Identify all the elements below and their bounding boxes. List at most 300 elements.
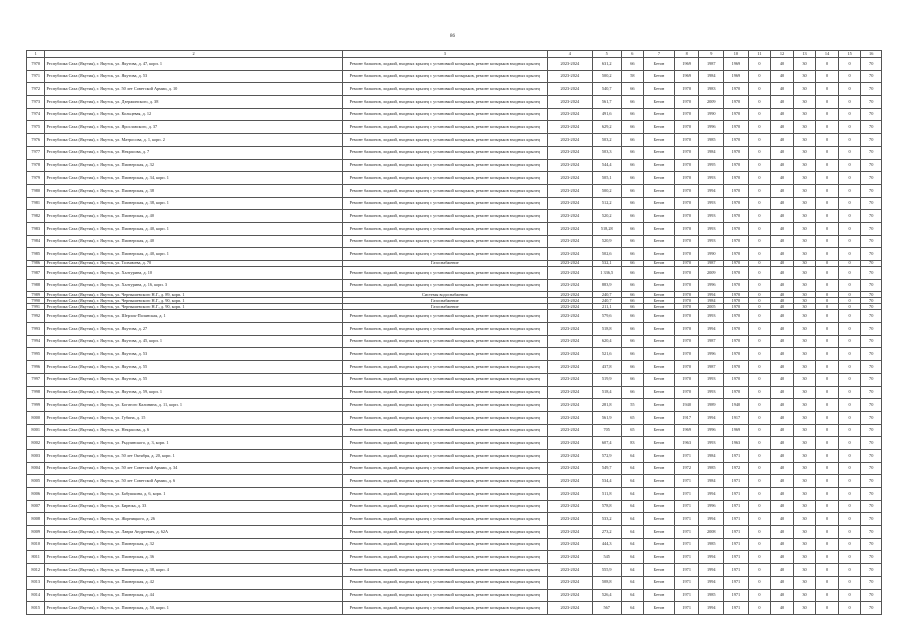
cell-column-12: 40	[771, 437, 794, 450]
cell-column-11: 0	[748, 449, 771, 462]
cell-period: 2023-2024	[547, 424, 592, 437]
cell-column-13: 30	[793, 121, 816, 134]
cell-area: 511,8	[592, 488, 621, 501]
cell-address: Республика Саха (Якутия), г. Якутск, ул. Якутова, д. 27	[45, 323, 342, 336]
cell-year-repair: 2009	[699, 267, 724, 280]
column-header-12: 12	[771, 51, 794, 58]
cell-column-15: 0	[838, 304, 861, 310]
cell-wall-material: Бетон	[644, 267, 675, 280]
cell-year-built: 1971	[674, 576, 699, 589]
cell-area: 578,8	[592, 500, 621, 513]
cell-wall-material: Бетон	[644, 235, 675, 248]
cell-year-built: 1970	[674, 159, 699, 172]
cell-year-repair: 1985	[699, 462, 724, 475]
cell-area: 620,4	[592, 335, 621, 348]
cell-column-16: 70	[861, 602, 882, 615]
cell-column-12: 40	[771, 373, 794, 386]
cell-year-commission: 1970	[724, 310, 749, 323]
table-row	[27, 121, 882, 134]
cell-period: 2023-2024	[547, 292, 592, 298]
cell-column-11: 0	[748, 96, 771, 109]
cell-year-built: 1971	[674, 564, 699, 577]
column-header-11: 11	[748, 51, 771, 58]
cell-period: 2023-2024	[547, 197, 592, 210]
cell-column-14: 0	[816, 83, 839, 96]
cell-wall-material: Бетон	[644, 146, 675, 159]
cell-year-built: 1970	[674, 298, 699, 304]
cell-year-repair: 1994	[699, 576, 724, 589]
cell-period: 2023-2024	[547, 411, 592, 424]
cell-wall-material: Бетон	[644, 437, 675, 450]
table-row	[27, 248, 882, 261]
cell-address: Республика Саха (Якутия), г. Якутск, ул. Жорницкого, д. 26	[45, 513, 342, 526]
cell-column-6: 66	[621, 184, 644, 197]
cell-row-number: 7988	[27, 279, 45, 292]
cell-area: 519,9	[592, 373, 621, 386]
cell-column-16: 70	[861, 399, 882, 412]
cell-column-15: 0	[838, 462, 861, 475]
cell-column-14: 0	[816, 361, 839, 374]
cell-column-11: 0	[748, 551, 771, 564]
column-header-3: 3	[342, 51, 547, 58]
cell-column-16: 70	[861, 83, 882, 96]
cell-year-repair: 1993	[699, 373, 724, 386]
cell-area: 281,8	[592, 399, 621, 412]
cell-column-16: 70	[861, 386, 882, 399]
cell-wall-material: Бетон	[644, 538, 675, 551]
cell-row-number: 8013	[27, 576, 45, 589]
cell-column-11: 0	[748, 323, 771, 336]
cell-column-6: 66	[621, 267, 644, 280]
cell-wall-material: Бетон	[644, 386, 675, 399]
cell-column-15: 0	[838, 172, 861, 185]
cell-column-16: 70	[861, 475, 882, 488]
cell-column-16: 70	[861, 500, 882, 513]
cell-area: 520,2	[592, 210, 621, 223]
cell-work-type: Ремонт балконов, лоджий, входных крылец с установкой козырьков, ремонт козырьков входных крылец	[342, 197, 547, 210]
cell-column-14: 0	[816, 386, 839, 399]
cell-column-12: 40	[771, 310, 794, 323]
cell-wall-material: Бетон	[644, 248, 675, 261]
cell-column-11: 0	[748, 602, 771, 615]
cell-column-6: 64	[621, 513, 644, 526]
cell-column-11: 0	[748, 488, 771, 501]
cell-wall-material: Бетон	[644, 513, 675, 526]
table-row	[27, 551, 882, 564]
cell-year-built: 1969	[674, 58, 699, 71]
cell-row-number: 7994	[27, 335, 45, 348]
column-header-14: 14	[816, 51, 839, 58]
cell-column-11: 0	[748, 310, 771, 323]
cell-column-15: 0	[838, 70, 861, 83]
cell-column-14: 0	[816, 298, 839, 304]
table-row	[27, 172, 882, 185]
cell-column-16: 70	[861, 564, 882, 577]
cell-column-13: 30	[793, 373, 816, 386]
cell-row-number: 7993	[27, 323, 45, 336]
table-row	[27, 235, 882, 248]
cell-period: 2023-2024	[547, 298, 592, 304]
cell-column-13: 30	[793, 267, 816, 280]
cell-column-12: 40	[771, 121, 794, 134]
cell-wall-material: Бетон	[644, 261, 675, 267]
cell-work-type: Ремонт балконов, лоджий, входных крылец с установкой козырьков, ремонт козырьков входных крылец	[342, 248, 547, 261]
cell-column-11: 0	[748, 589, 771, 602]
table-row	[27, 159, 882, 172]
cell-period: 2023-2024	[547, 134, 592, 147]
cell-column-6: 66	[621, 159, 644, 172]
cell-address: Республика Саха (Якутия), г. Якутск, ул. Пионерская, д. 42	[45, 576, 342, 589]
cell-year-repair: 1994	[699, 602, 724, 615]
cell-column-13: 30	[793, 424, 816, 437]
cell-column-6: 66	[621, 304, 644, 310]
cell-area: 444,3	[592, 538, 621, 551]
table-row	[27, 576, 882, 589]
cell-column-15: 0	[838, 210, 861, 223]
cell-column-16: 70	[861, 348, 882, 361]
cell-row-number: 8009	[27, 526, 45, 539]
table-row	[27, 323, 882, 336]
cell-column-16: 70	[861, 70, 882, 83]
cell-column-15: 0	[838, 83, 861, 96]
cell-column-16: 70	[861, 449, 882, 462]
cell-year-commission: 1963	[724, 437, 749, 450]
page-number: 86	[450, 34, 455, 39]
cell-year-built: 1970	[674, 235, 699, 248]
cell-row-number: 8001	[27, 424, 45, 437]
cell-column-15: 0	[838, 146, 861, 159]
cell-row-number: 7997	[27, 373, 45, 386]
cell-year-repair: 1993	[699, 235, 724, 248]
cell-work-type: Ремонт балконов, лоджий, входных крылец с установкой козырьков, ремонт козырьков входных крылец	[342, 449, 547, 462]
cell-column-14: 0	[816, 310, 839, 323]
cell-column-6: 64	[621, 602, 644, 615]
cell-area: 534,4	[592, 475, 621, 488]
cell-column-15: 0	[838, 564, 861, 577]
cell-column-13: 30	[793, 83, 816, 96]
column-header-10: 10	[724, 51, 749, 58]
cell-column-14: 0	[816, 513, 839, 526]
cell-year-commission: 1971	[724, 513, 749, 526]
column-header-1: 1	[27, 51, 45, 58]
cell-year-commission: 1970	[724, 292, 749, 298]
table-row	[27, 267, 882, 280]
table-row	[27, 70, 882, 83]
column-header-13: 13	[793, 51, 816, 58]
cell-column-11: 0	[748, 424, 771, 437]
cell-year-repair: 1983	[699, 83, 724, 96]
cell-year-commission: 1971	[724, 538, 749, 551]
cell-address: Республика Саха (Якутия), г. Якутск, ул. 50 лет Октября, д. 20, корп. 1	[45, 449, 342, 462]
column-header-9: 9	[699, 51, 724, 58]
cell-area: 705	[592, 424, 621, 437]
cell-column-16: 70	[861, 589, 882, 602]
cell-column-16: 70	[861, 134, 882, 147]
cell-wall-material: Бетон	[644, 292, 675, 298]
cell-column-16: 70	[861, 210, 882, 223]
cell-column-11: 0	[748, 235, 771, 248]
cell-column-11: 0	[748, 267, 771, 280]
cell-column-13: 30	[793, 411, 816, 424]
cell-column-15: 0	[838, 513, 861, 526]
cell-work-type: Ремонт балконов, лоджий, входных крылец с установкой козырьков, ремонт козырьков входных крылец	[342, 58, 547, 71]
cell-row-number: 7986	[27, 261, 45, 267]
table-row	[27, 335, 882, 348]
cell-period: 2023-2024	[547, 235, 592, 248]
cell-column-15: 0	[838, 488, 861, 501]
cell-work-type: Ремонт балконов, лоджий, входных крылец с установкой козырьков, ремонт козырьков входных крылец	[342, 222, 547, 235]
cell-year-repair: 1993	[699, 386, 724, 399]
cell-work-type: Ремонт балконов, лоджий, входных крылец с установкой козырьков, ремонт козырьков входных крылец	[342, 159, 547, 172]
cell-period: 2023-2024	[547, 538, 592, 551]
cell-column-15: 0	[838, 248, 861, 261]
cell-year-repair: 1984	[699, 146, 724, 159]
cell-column-13: 30	[793, 210, 816, 223]
cell-address: Республика Саха (Якутия), г. Якутск, ул. Пионерская, д. 34, корп. 1	[45, 172, 342, 185]
cell-column-13: 30	[793, 172, 816, 185]
cell-column-11: 0	[748, 70, 771, 83]
cell-wall-material: Бетон	[644, 589, 675, 602]
cell-work-type: Ремонт балконов, лоджий, входных крылец с установкой козырьков, ремонт козырьков входных крылец	[342, 348, 547, 361]
cell-column-12: 40	[771, 335, 794, 348]
cell-column-15: 0	[838, 134, 861, 147]
cell-work-type: Ремонт балконов, лоджий, входных крылец с установкой козырьков, ремонт козырьков входных крылец	[342, 172, 547, 185]
cell-column-13: 30	[793, 184, 816, 197]
cell-row-number: 8007	[27, 500, 45, 513]
cell-column-6: 66	[621, 292, 644, 298]
cell-address: Республика Саха (Якутия), г. Якутск, ул. Дзержинского, д. 38	[45, 96, 342, 109]
column-number-row	[27, 51, 882, 58]
cell-area: 572,9	[592, 449, 621, 462]
cell-row-number: 7990	[27, 298, 45, 304]
cell-wall-material: Бетон	[644, 70, 675, 83]
cell-area: 561,7	[592, 96, 621, 109]
cell-column-13: 30	[793, 261, 816, 267]
cell-column-15: 0	[838, 386, 861, 399]
cell-year-commission: 1970	[724, 172, 749, 185]
cell-year-commission: 1970	[724, 121, 749, 134]
cell-address: Республика Саха (Якутия), г. Якутск, ул. Пионерская, д. 38, корп. 1	[45, 197, 342, 210]
cell-period: 2023-2024	[547, 589, 592, 602]
cell-column-14: 0	[816, 475, 839, 488]
cell-column-6: 66	[621, 210, 644, 223]
cell-wall-material: Бетон	[644, 488, 675, 501]
cell-column-14: 0	[816, 292, 839, 298]
cell-column-13: 30	[793, 96, 816, 109]
cell-row-number: 7991	[27, 304, 45, 310]
cell-column-15: 0	[838, 576, 861, 589]
cell-period: 2023-2024	[547, 399, 592, 412]
cell-column-11: 0	[748, 298, 771, 304]
cell-column-11: 0	[748, 210, 771, 223]
cell-work-type: Ремонт балконов, лоджий, входных крылец с установкой козырьков, ремонт козырьков входных крылец	[342, 576, 547, 589]
cell-work-type: Ремонт балконов, лоджий, входных крылец с установкой козырьков, ремонт козырьков входных крылец	[342, 564, 547, 577]
cell-column-11: 0	[748, 437, 771, 450]
cell-column-14: 0	[816, 462, 839, 475]
cell-year-commission: 1969	[724, 70, 749, 83]
cell-column-15: 0	[838, 361, 861, 374]
cell-column-16: 70	[861, 373, 882, 386]
cell-work-type: Ремонт балконов, лоджий, входных крылец с установкой козырьков, ремонт козырьков входных крылец	[342, 184, 547, 197]
cell-column-13: 30	[793, 58, 816, 71]
table-row	[27, 411, 882, 424]
cell-column-16: 70	[861, 424, 882, 437]
cell-column-13: 30	[793, 551, 816, 564]
cell-address: Республика Саха (Якутия), г. Якутск, ул. Богатого Калинина, д. 11, корп. 1	[45, 399, 342, 412]
cell-year-repair: 2009	[699, 96, 724, 109]
cell-year-built: 1970	[674, 267, 699, 280]
table-row	[27, 526, 882, 539]
cell-column-14: 0	[816, 589, 839, 602]
cell-column-12: 40	[771, 261, 794, 267]
cell-row-number: 7983	[27, 222, 45, 235]
cell-column-6: 64	[621, 538, 644, 551]
cell-wall-material: Бетон	[644, 361, 675, 374]
cell-column-15: 0	[838, 58, 861, 71]
cell-year-repair: 1993	[699, 437, 724, 450]
cell-year-built: 1970	[674, 323, 699, 336]
cell-year-repair: 2005	[699, 304, 724, 310]
cell-column-13: 30	[793, 335, 816, 348]
cell-row-number: 7985	[27, 248, 45, 261]
cell-column-14: 0	[816, 146, 839, 159]
cell-wall-material: Бетон	[644, 172, 675, 185]
cell-year-built: 1971	[674, 538, 699, 551]
cell-column-11: 0	[748, 248, 771, 261]
cell-column-14: 0	[816, 576, 839, 589]
cell-year-commission: 1971	[724, 602, 749, 615]
cell-work-type: Ремонт балконов, лоджий, входных крылец с установкой козырьков, ремонт козырьков входных крылец	[342, 475, 547, 488]
cell-column-6: 64	[621, 564, 644, 577]
cell-wall-material: Бетон	[644, 279, 675, 292]
cell-year-commission: 1970	[724, 222, 749, 235]
cell-column-14: 0	[816, 500, 839, 513]
cell-area: 211,1	[592, 304, 621, 310]
cell-wall-material: Бетон	[644, 462, 675, 475]
cell-area: 512,2	[592, 197, 621, 210]
cell-period: 2023-2024	[547, 462, 592, 475]
cell-address: Республика Саха (Якутия), г. Якутск, ул. Якутова, д. 45, корп. 1	[45, 335, 342, 348]
cell-column-12: 40	[771, 323, 794, 336]
cell-year-built: 1970	[674, 108, 699, 121]
cell-row-number: 8015	[27, 602, 45, 615]
cell-wall-material: Бетон	[644, 121, 675, 134]
cell-column-14: 0	[816, 121, 839, 134]
cell-period: 2023-2024	[547, 475, 592, 488]
cell-period: 2023-2024	[547, 310, 592, 323]
column-header-15: 15	[838, 51, 861, 58]
cell-column-16: 70	[861, 58, 882, 71]
cell-column-14: 0	[816, 348, 839, 361]
cell-work-type: Ремонт балконов, лоджий, входных крылец с установкой козырьков, ремонт козырьков входных крылец	[342, 589, 547, 602]
cell-column-12: 40	[771, 146, 794, 159]
cell-column-16: 70	[861, 488, 882, 501]
cell-column-11: 0	[748, 373, 771, 386]
cell-wall-material: Бетон	[644, 373, 675, 386]
cell-area: 502,6	[592, 248, 621, 261]
cell-year-commission: 1917	[724, 411, 749, 424]
cell-work-type: Ремонт балконов, лоджий, входных крылец с установкой козырьков, ремонт козырьков входных крылец	[342, 488, 547, 501]
cell-address: Республика Саха (Якутия), г. Якутск, ул. Якутова, д. 55	[45, 373, 342, 386]
cell-column-15: 0	[838, 310, 861, 323]
cell-year-repair: 1994	[699, 292, 724, 298]
cell-column-15: 0	[838, 373, 861, 386]
cell-period: 2023-2024	[547, 348, 592, 361]
cell-column-15: 0	[838, 108, 861, 121]
cell-period: 2023-2024	[547, 267, 592, 280]
cell-wall-material: Бетон	[644, 449, 675, 462]
cell-wall-material: Бетон	[644, 298, 675, 304]
cell-column-11: 0	[748, 475, 771, 488]
table-row	[27, 462, 882, 475]
cell-year-built: 1970	[674, 121, 699, 134]
column-header-4: 4	[547, 51, 592, 58]
cell-area: 555,9	[592, 564, 621, 577]
cell-column-14: 0	[816, 373, 839, 386]
cell-work-type: Ремонт балконов, лоджий, входных крылец с установкой козырьков, ремонт козырьков входных крылец	[342, 462, 547, 475]
cell-column-15: 0	[838, 551, 861, 564]
cell-work-type: Системы водоснабжения	[342, 292, 547, 298]
cell-year-commission: 1970	[724, 386, 749, 399]
cell-period: 2023-2024	[547, 96, 592, 109]
cell-row-number: 7976	[27, 134, 45, 147]
cell-column-11: 0	[748, 108, 771, 121]
cell-work-type: Ремонт балконов, лоджий, входных крылец с установкой козырьков, ремонт козырьков входных крылец	[342, 361, 547, 374]
cell-period: 2023-2024	[547, 526, 592, 539]
cell-column-6: 65	[621, 424, 644, 437]
cell-column-6: 65	[621, 411, 644, 424]
cell-year-commission: 1970	[724, 335, 749, 348]
cell-wall-material: Бетон	[644, 96, 675, 109]
cell-year-repair: 1987	[699, 361, 724, 374]
cell-address: Республика Саха (Якутия), г. Якутск, ул. 50 лет Советской Армии, д. 10	[45, 83, 342, 96]
table-row	[27, 475, 882, 488]
cell-year-repair: 1994	[699, 488, 724, 501]
cell-column-12: 40	[771, 348, 794, 361]
cell-column-13: 30	[793, 449, 816, 462]
cell-year-commission: 1971	[724, 449, 749, 462]
cell-column-6: 64	[621, 526, 644, 539]
cell-work-type: Ремонт балконов, лоджий, входных крылец с установкой козырьков, ремонт козырьков входных крылец	[342, 96, 547, 109]
cell-area: 561,9	[592, 411, 621, 424]
cell-wall-material: Бетон	[644, 399, 675, 412]
table-row	[27, 210, 882, 223]
cell-column-14: 0	[816, 602, 839, 615]
cell-work-type: Ремонт балконов, лоджий, входных крылец с установкой козырьков, ремонт козырьков входных крылец	[342, 424, 547, 437]
cell-column-16: 70	[861, 292, 882, 298]
cell-column-13: 30	[793, 386, 816, 399]
cell-column-13: 30	[793, 475, 816, 488]
cell-column-15: 0	[838, 335, 861, 348]
cell-period: 2023-2024	[547, 564, 592, 577]
cell-row-number: 8003	[27, 449, 45, 462]
cell-column-12: 40	[771, 159, 794, 172]
cell-area: 240,7	[592, 292, 621, 298]
cell-column-13: 30	[793, 513, 816, 526]
cell-column-14: 0	[816, 304, 839, 310]
cell-column-12: 40	[771, 70, 794, 83]
cell-wall-material: Бетон	[644, 564, 675, 577]
cell-row-number: 7974	[27, 108, 45, 121]
cell-year-repair: 1994	[699, 323, 724, 336]
cell-column-14: 0	[816, 134, 839, 147]
cell-work-type: Ремонт балконов, лоджий, входных крылец с установкой козырьков, ремонт козырьков входных крылец	[342, 121, 547, 134]
cell-period: 2023-2024	[547, 513, 592, 526]
cell-year-built: 1970	[674, 222, 699, 235]
cell-column-6: 66	[621, 134, 644, 147]
cell-year-repair: 1990	[699, 248, 724, 261]
cell-column-12: 40	[771, 526, 794, 539]
